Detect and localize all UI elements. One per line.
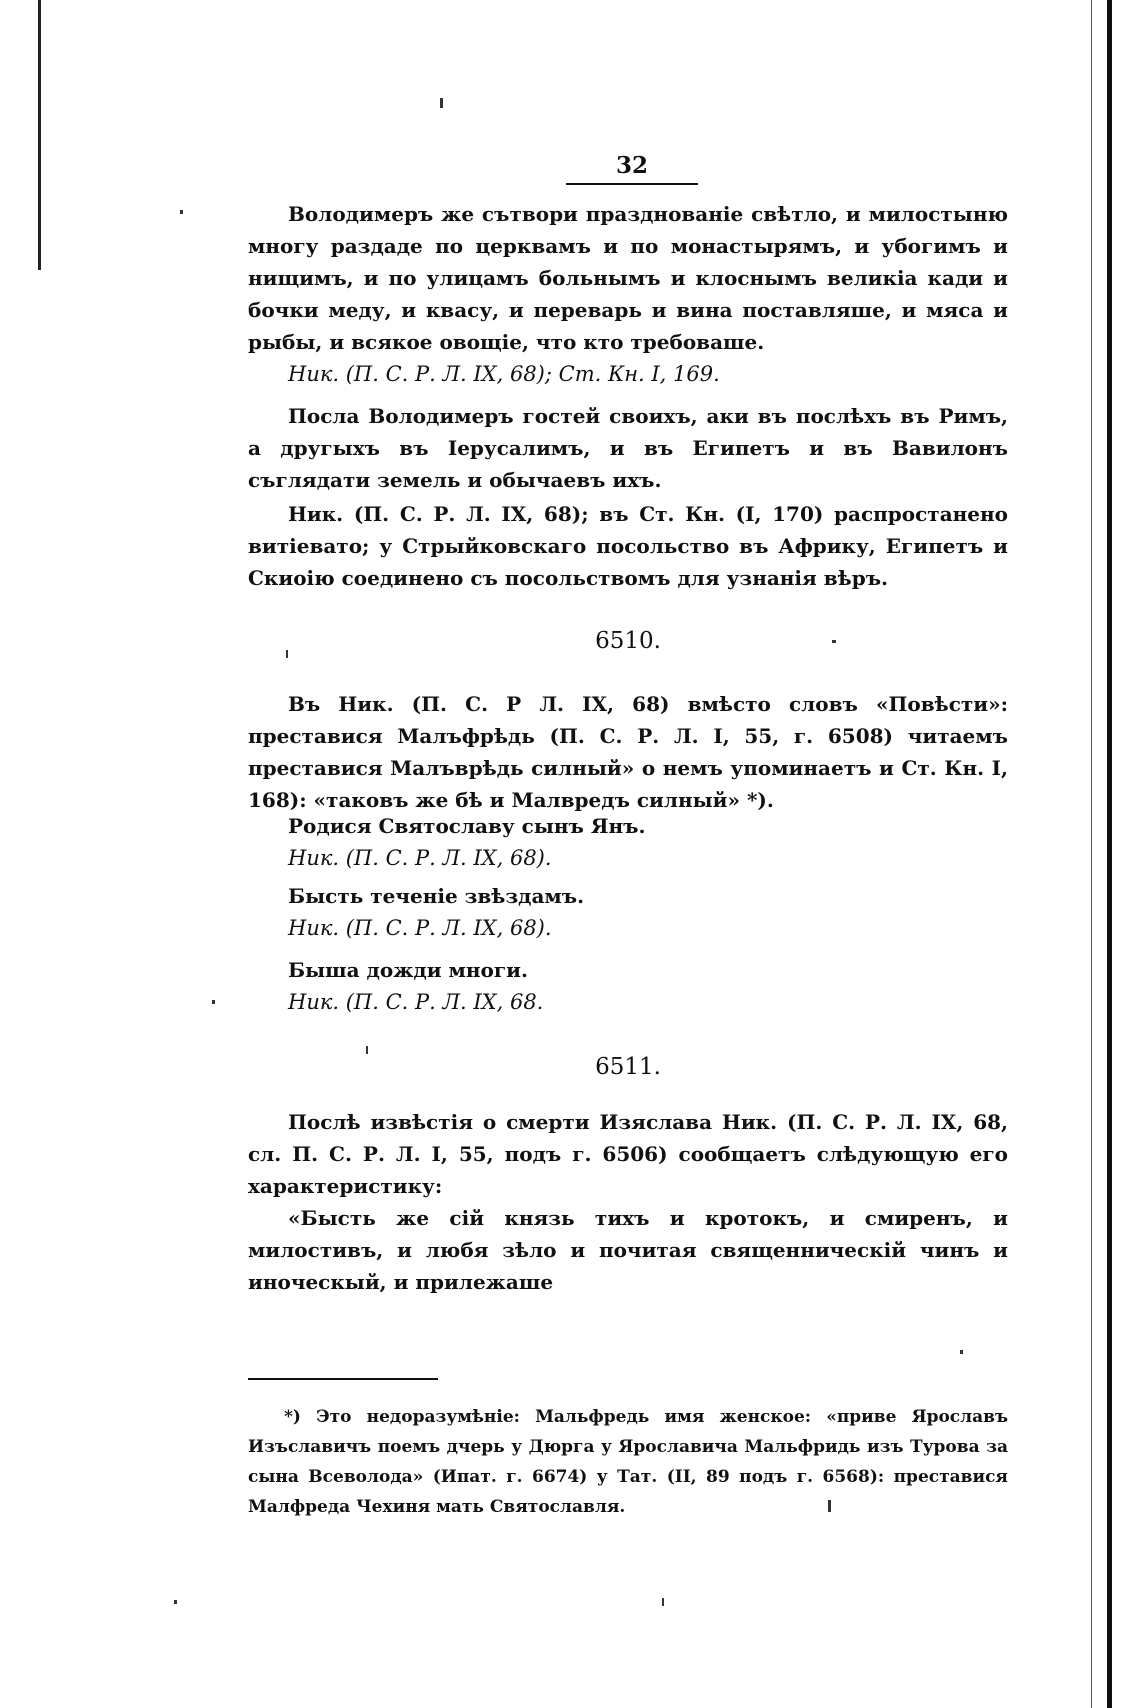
paragraph-6: «Бысть же сій князь тихъ и кротокъ, и смиренъ, и милостивъ, и любя зѣло и почитая священническій чинъ и иноческый, и прилежаше — [248, 1206, 1008, 1294]
paragraph-1: Володимеръ же сътвори празднованіе свѣтло, и милостыню многу раздаде по церквамъ и по монастырямъ, и убогимъ и нищимъ, и по улицамъ больнымъ и клоснымъ великіа кади и бочки меду, и квасу, и переварь и вина поставляше, и мяса и рыбы, и всякое овощіе, что кто требоваше. — [248, 202, 1008, 354]
text-block-4 — [248, 688, 1008, 816]
scan-right-edge — [1107, 0, 1112, 1708]
text-block-5 — [248, 810, 1008, 874]
page-number-rule — [566, 183, 698, 185]
scan-left-edge — [38, 0, 41, 270]
scan-speck — [440, 98, 443, 108]
scan-speck — [180, 210, 183, 214]
text-block-8 — [248, 1106, 1008, 1298]
page-number: 32 — [615, 152, 648, 179]
paragraph-3: Ник. (П. С. Р. Л. IX, 68); въ Ст. Кн. (I, 170) распростанено витіевато; у Стрыйковскаго посольство въ Африку, Египетъ и Скиоію соединено съ посольствомъ для узнанія вѣръ. — [248, 502, 1008, 590]
text-block-3 — [248, 498, 1008, 594]
text-block-2 — [248, 400, 1008, 496]
scan-speck — [662, 1598, 664, 1606]
scan-speck — [832, 640, 836, 643]
paragraph-2: Посла Володимеръ гостей своихъ, аки въ послѣхъ въ Римъ, а другыхъ въ Іерусалимъ, и въ Египетъ и въ Вавилонъ съглядати земель и обычаевъ ихъ. — [248, 404, 1008, 492]
scan-right-edge-thin — [1091, 0, 1092, 1708]
paragraph-5: Послѣ извѣстія о смерти Изяслава Ник. (П. С. Р. Л. IX, 68, сл. П. С. Р. Л. I, 55, подъ г. 6506) сообщаетъ слѣдующую его характеристику: — [248, 1110, 1008, 1198]
year-heading-6510: 6510. — [595, 628, 661, 654]
footnote: *) Это недоразумѣніе: Мальфредь имя женское: «приве Ярославъ Изъславичъ поемъ дчерь у Дюрга у Ярославича Мальфридь изъ Турова за сына Всеволода» (Ипат. г. 6674) у Тат. (II, 89 подъ г. 6568): преставися Малфреда Чехиня мать Святославля. — [248, 1407, 1008, 1517]
reference-3: Ник. (П. С. Р. Л. IX, 68). — [288, 916, 552, 940]
reference-4: Ник. (П. С. Р. Л. IX, 68. — [288, 990, 544, 1014]
reference-2: Ник. (П. С. Р. Л. IX, 68). — [288, 846, 552, 870]
scan-speck — [828, 1500, 831, 1512]
text-block-6 — [248, 880, 1008, 944]
footnote-rule — [248, 1378, 438, 1380]
scan-speck — [212, 1000, 215, 1004]
entry-stars: Бысть теченіе звѣздамъ. — [288, 884, 585, 908]
paragraph-4: Въ Ник. (П. С. Р Л. IX, 68) вмѣсто словъ «Повѣсти»: преставися Малъфрѣдь (П. С. Р. Л. I, 55, г. 6508) читаемъ преставися Малъврѣдь силный» о немъ упоминаетъ и Ст. Кн. I, 168): «таковъ же бѣ и Малвредъ силный» *). — [248, 692, 1008, 812]
entry-rains: Быша дожди многи. — [288, 958, 528, 982]
text-block-7 — [248, 954, 1008, 1018]
entry-birth: Родися Святославу сынъ Янъ. — [288, 814, 646, 838]
scan-speck — [286, 650, 288, 658]
year-heading-6511: 6511. — [595, 1054, 661, 1080]
reference-1: Ник. (П. С. Р. Л. IX, 68); Ст. Кн. I, 169. — [288, 362, 720, 386]
text-block-1 — [248, 198, 1008, 390]
scan-speck — [366, 1046, 368, 1054]
scan-speck — [960, 1350, 963, 1354]
scan-speck — [174, 1600, 177, 1604]
